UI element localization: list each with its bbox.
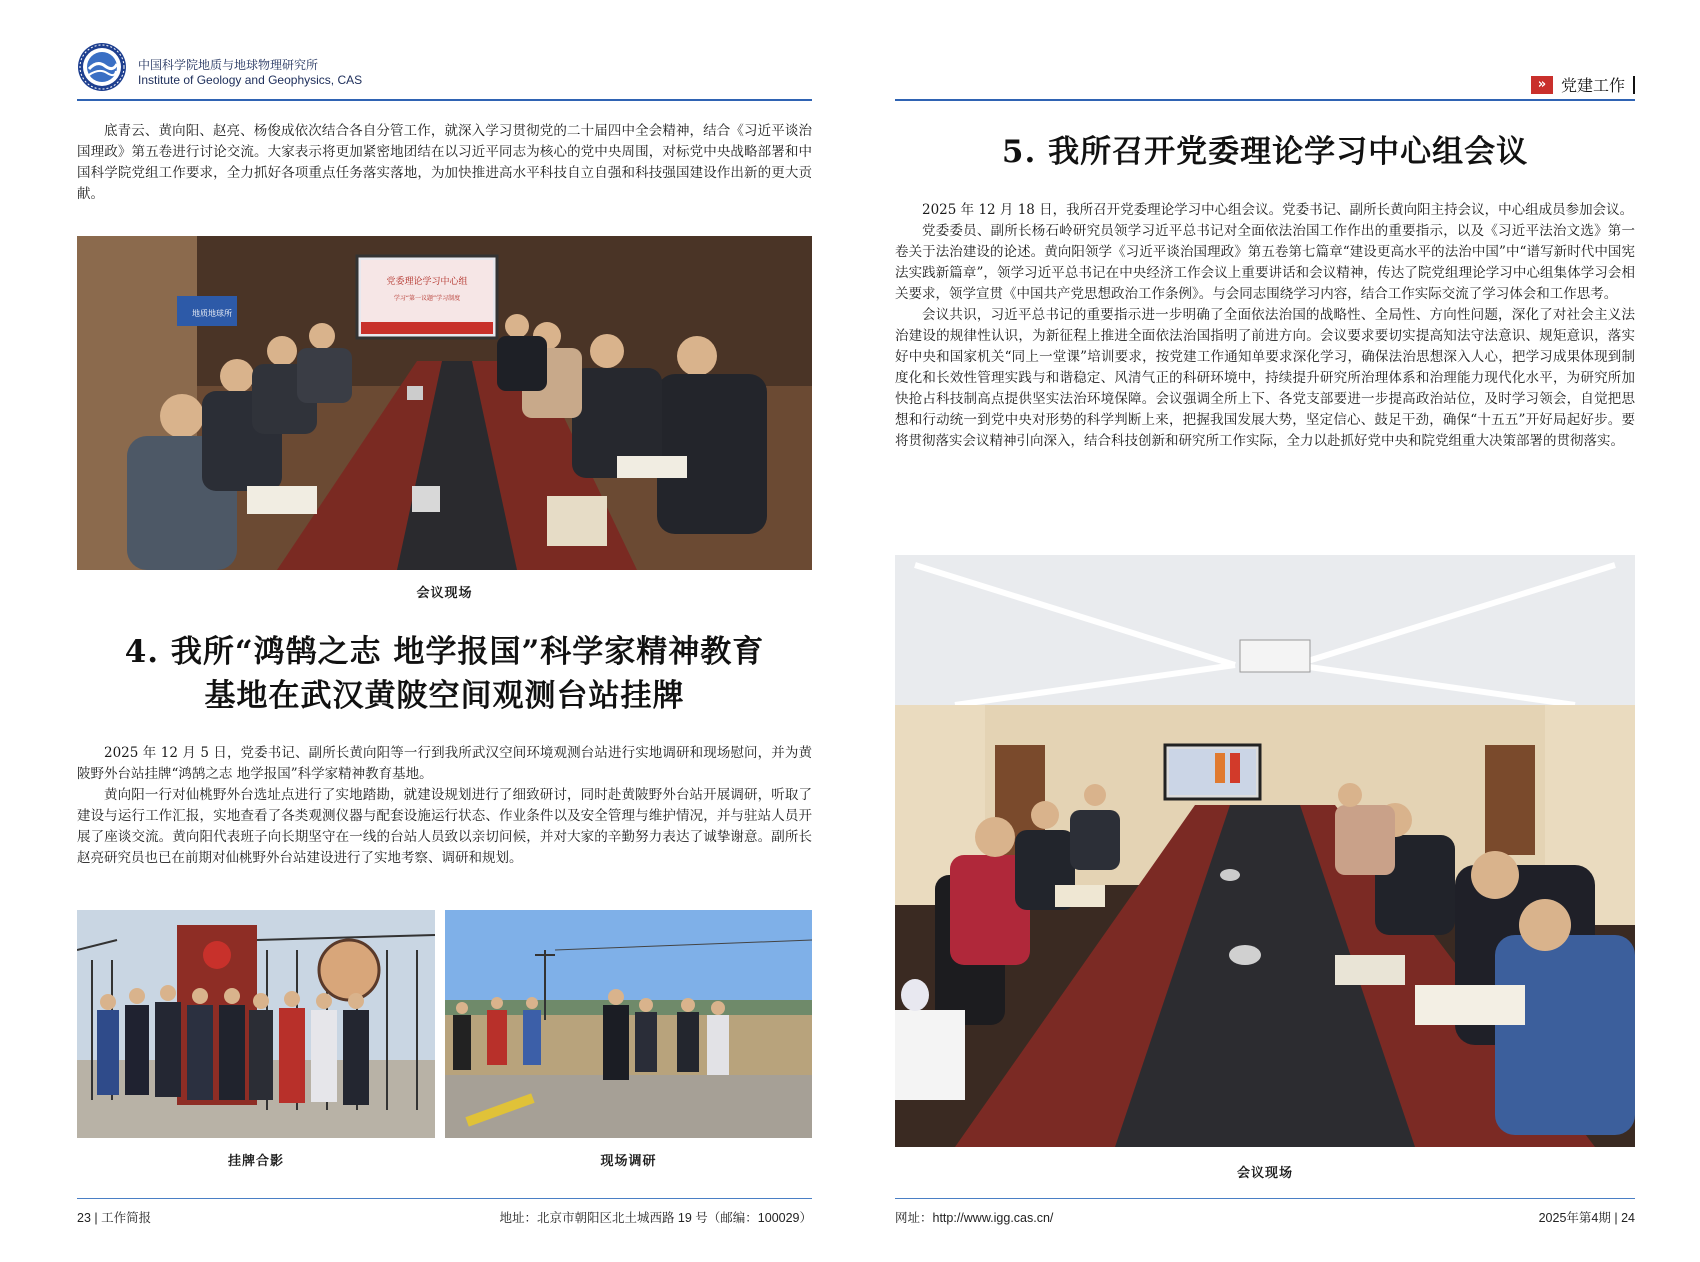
header-rule — [77, 99, 812, 101]
screen-title: 党委理论学习中心组 — [386, 277, 468, 287]
section5-title: 5. 我所召开党委理论学习中心组会议 — [1001, 134, 1529, 170]
section4-title-line2: 基地在武汉黄陂空间观测台站挂牌 — [204, 678, 685, 714]
institute-name-en: Institute of Geology and Geophysics, CAS — [138, 73, 363, 87]
wall-logo-text: 地质地球所 — [192, 309, 232, 318]
section5-paragraph-2: 党委委员、副所长杨石岭研究员领学习近平总书记对全面依法治国工作作出的重要指示，以及《习近平法治文选》第一卷关于法治建设的论述。黄向阳领学《习近平谈治国理政》第五卷第七篇章“建设更高水平的法治中国”中“谱写新时代中国宪法实践新篇章”，领学习近平总书记在中央经济工作会议上重要讲话和会议精神，传达了院党组理论学习中心组集体学习会相关要求，领学宣贯《中国共产党思想政治工作条例》。与会同志围绕学习内容，结合工作实际交流了学习体会和工作思考。 — [895, 223, 1635, 302]
field-survey-photo — [445, 910, 812, 1138]
section4-body — [77, 743, 812, 869]
section-tag — [1531, 73, 1635, 96]
page-number: 23 — [77, 1211, 91, 1225]
screen-subtitle: 学习“第一议题”学习制度 — [393, 295, 461, 302]
publication-name: 工作简报 — [101, 1211, 152, 1225]
photo-caption: 现场调研 — [600, 1154, 657, 1169]
meeting-photo-right — [895, 555, 1635, 1147]
footer-rule — [895, 1198, 1635, 1199]
institute-logo — [77, 42, 127, 92]
section5-body — [895, 200, 1635, 452]
meeting-photo-left — [77, 236, 812, 570]
section4-title-line1: 4. 我所“鸿鹄之志 地学报国”科学家精神教育 — [124, 634, 765, 670]
photo-caption: 会议现场 — [416, 586, 473, 601]
section5-paragraph-3: 会议共识，习近平总书记的重要指示进一步明确了全面依法治国的战略性、全局性、方向性问题，深化了对社会主义法治建设的规律性认识，为新征程上推进全面依法治国指明了前进方向。会议要求要切实提高知法守法意识、规矩意识，落实好中央和国家机关“同上一堂课”培训要求，按党建工作通知单要求深化学习，确保法治思想深入人心，把学习成果体现到制度化和长效性管理实践与和谐稳定、风清气正的科研环境中，持续提升研究所治理体系和治理能力现代化水平，为研究所加快抢占科技制高点提供坚实法治环境保障。会议强调全所上下、各党支部要进一步提高政治站位，及时学习领会，自觉把思想和行动统一到党中央对形势的科学判断上来，把握我国发展大势，坚定信心、鼓足干劲，确保“十五五”开好局起好步。要将贯彻落实会议精神引向深入，结合科技创新和研究所工作实际，全力以赴抓好党中央和院党组重大决策部署的贯彻落实。 — [895, 307, 1635, 449]
footer-right-page — [1539, 1208, 1635, 1226]
right-page — [850, 0, 1700, 1262]
plaque-group-photo — [77, 910, 435, 1138]
issue-label: 2025年第4期 — [1538, 1211, 1611, 1225]
footer-website: 网址：http://www.igg.cas.cn/ — [895, 1211, 1054, 1225]
double-chevron-icon: » — [1531, 76, 1553, 94]
section4-title — [77, 630, 812, 718]
footer-divider: | — [94, 1211, 102, 1225]
section5-paragraph-1: 2025 年 12 月 18 日，我所召开党委理论学习中心组会议。党委书记、副所长黄向阳主持会议，中心组成员参加会议。 — [922, 202, 1634, 218]
footer-address: 地址：北京市朝阳区北土城西路 19 号（邮编：100029） — [499, 1211, 812, 1225]
header-rule — [895, 99, 1635, 101]
footer-left-page — [77, 1208, 151, 1226]
photo-caption: 挂牌合影 — [227, 1154, 284, 1169]
page-number: 24 — [1621, 1211, 1635, 1225]
section4-paragraph-2: 黄向阳一行对仙桃野外台选址点进行了实地踏勘，就建设规划进行了细致研讨，同时赴黄陂野外台站开展调研，听取了建设与运行工作汇报，实地查看了各类观测仪器与配套设施运行状态、作业条件以及安全管理与维护情况，并与驻站人员开展了座谈交流。黄向阳代表班子向长期坚守在一线的台站人员致以亲切问候，并对大家的辛勤努力表达了诚挚谢意。副所长赵亮研究员也已在前期对仙桃野外台站建设进行了实地考察、调研和规划。 — [77, 787, 812, 866]
section-tag-bar — [1633, 76, 1635, 94]
section-tag-label: 党建工作 — [1560, 78, 1625, 95]
institute-name-cn: 中国科学院地质与地球物理研究所 — [138, 58, 319, 72]
footer-divider: | — [1614, 1211, 1622, 1225]
section4-paragraph-1: 2025 年 12 月 5 日，党委书记、副所长黄向阳等一行到我所武汉空间环境观测台站进行实地调研和现场慰问，并为黄陂野外台站挂牌“鸿鹄之志 地学报国”科学家精神教育基地。 — [77, 745, 812, 782]
photo-caption: 会议现场 — [1236, 1166, 1293, 1181]
footer-rule — [77, 1198, 812, 1199]
intro-paragraph: 底青云、黄向阳、赵亮、杨俊成依次结合各自分管工作，就深入学习贯彻党的二十届四中全会精神，结合《习近平谈治国理政》第五卷进行讨论交流。大家表示将更加紧密地团结在以习近平同志为核心的党中央周围，对标党中央战略部署和中国科学院党组工作要求，全力抓好各项重点任务落实落地，为加快推进高水平科技自立自强和科技强国建设作出新的更大贡献。 — [77, 123, 812, 202]
